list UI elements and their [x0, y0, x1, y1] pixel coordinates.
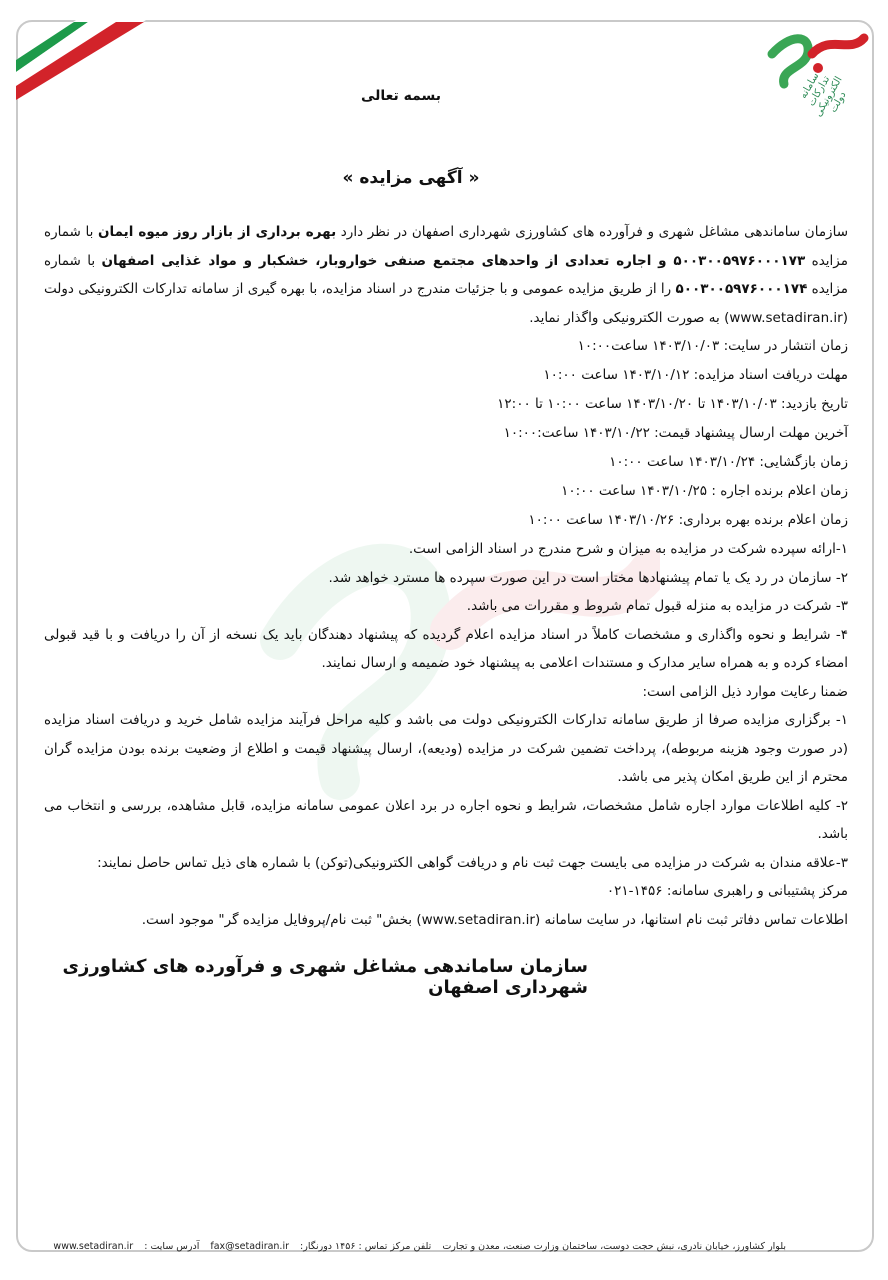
notes-heading: ضمنا رعایت موارد ذیل الزامی است:	[642, 683, 848, 700]
schedule-item: مهلت دریافت اسناد مزایده: ۱۴۰۳/۱۰/۱۲ ساعت ۱۰:۰۰	[543, 367, 848, 383]
condition-item: ۴- شرایط و نحوه واگذاری و مشخصات کاملاً در اسناد مزایده اعلام گردیده که پیشنهاد دهندگان باید یک نسخه از آن را دریافت و با قید قبولی امضاء کرده و به همراه سایر مدارک و مستندات اعلامی به پیشنهاد خود ضمیمه و ارسال نمایند.	[44, 626, 848, 671]
schedule-item: زمان انتشار در سایت: ۱۴۰۳/۱۰/۰۳ ساعت۱۰:۰۰	[577, 338, 848, 354]
intro-text-2: با شماره مزایده	[44, 224, 848, 269]
intro-text-1: سازمان ساماندهی مشاغل شهری و فرآورده های کشاورزی شهرداری اصفهان در نظر دارد	[336, 224, 848, 240]
intro-bold-1: بهره برداری از بازار روز میوه ایمان	[98, 224, 337, 240]
schedule-item: زمان اعلام برنده اجاره : ۱۴۰۳/۱۰/۲۵ ساعت ۱۰:۰۰	[561, 483, 848, 499]
condition-item: ۳- شرکت در مزایده به منزله قبول تمام شروط و مقررات می باشد.	[466, 598, 848, 614]
schedule-item: زمان اعلام برنده بهره برداری: ۱۴۰۳/۱۰/۲۶ ساعت ۱۰:۰۰	[528, 512, 848, 528]
intro-bold-3: ۵۰۰۳۰۰۵۹۷۶۰۰۰۱۷۴	[675, 281, 808, 297]
schedule-item: آخرین مهلت ارسال پیشنهاد قیمت: ۱۴۰۳/۱۰/۲۲ ساعت:۱۰:۰۰	[503, 425, 848, 441]
intro-text-4: را از طریق مزایده عمومی و با جزئیات مندرج در اسناد مزایده، با بهره گیری از سامانه تدارکات الکترونیکی دولت (www.setadiran.ir) به صورت الکترونیکی واگذار نماید.	[44, 281, 848, 326]
footer-phone: تلفن مرکز تماس : ۱۴۵۶ دورنگار:	[300, 1241, 432, 1252]
footer-fax: fax@setadiran.ir	[210, 1241, 290, 1252]
condition-item: ۱-ارائه سپرده شرکت در مزایده به میزان و شرح مندرج در اسناد الزامی است.	[408, 541, 848, 557]
notes-list	[44, 706, 848, 934]
announcement-document	[44, 88, 848, 998]
schedule-list	[44, 332, 848, 535]
note-item: ۱- برگزاری مزایده صرفا از طریق سامانه تدارکات الکترونیکی دولت می باشد و کلیه مراحل فرآیند مزایده شامل خرید و دریافت اسناد مزایده (در صورت وجود هزینه مربوطه)، پرداخت تضمین شرکت در مزایده (ودیعه)، ارسال پیشنهاد قیمت و اطلاع از وضعیت برنده بودن مزایده گران محترم از این طریق امکان پذیر می باشد.	[44, 712, 848, 785]
intro-paragraph	[44, 218, 848, 332]
conditions-list	[44, 535, 848, 678]
note-item: ۳-علاقه مندان به شرکت در مزایده می بایست جهت ثبت نام و دریافت گواهی الکترونیکی(توکن) با شماره های ذیل تماس حاصل نمایند:	[97, 854, 848, 871]
note-item: اطلاعات تماس دفاتر ثبت نام استانها، در سایت سامانه (www.setadiran.ir) بخش" ثبت نام/پروفایل مزایده گر" موجود است.	[141, 911, 848, 928]
issuer-signature: سازمان ساماندهی مشاغل شهری و فرآورده های کشاورزی شهرداری اصفهان	[62, 956, 588, 998]
footer-site-label: آدرس سایت :	[144, 1241, 200, 1252]
note-item: ۲- کلیه اطلاعات موارد اجاره شامل مشخصات، شرایط و نحوه اجاره در برد اعلان عمومی سامانه مزایده، قابل مشاهده، بررسی و انتخاب می باشد.	[44, 797, 848, 842]
condition-item: ۲- سازمان در رد یک یا تمام پیشنهادها مختار است در این صورت سپرده ها مسترد خواهد شد.	[328, 569, 848, 586]
schedule-item: تاریخ بازدید: ۱۴۰۳/۱۰/۰۳ تا ۱۴۰۳/۱۰/۲۰ ساعت ۱۰:۰۰ تا ۱۲:۰۰	[497, 396, 848, 412]
page-footer	[53, 1241, 790, 1252]
page-title: « آگهی مزایده »	[342, 168, 480, 188]
footer-address: بلوار کشاورز، خیابان نادری، نبش حجت دوست، ساختمان وزارت صنعت، معدن و تجارت	[442, 1241, 786, 1252]
schedule-item: زمان بازگشایی: ۱۴۰۳/۱۰/۲۴ ساعت ۱۰:۰۰	[609, 454, 848, 470]
bismillah-heading: بسمه تعالی	[360, 88, 442, 104]
intro-bold-2: ۵۰۰۳۰۰۵۹۷۶۰۰۰۱۷۳ و اجاره تعدادی از واحدهای مجتمع صنفی خواروبار، خشکبار و مواد غذایی اصفهان	[101, 252, 806, 269]
logo-caption: سامانه تدارکات الکترونیکی دولت	[797, 70, 849, 119]
intro-text-3: با شماره مزایده	[44, 252, 848, 297]
note-item: مرکز پشتیبانی و راهبری سامانه: ۱۴۵۶-۰۲۱	[606, 883, 848, 899]
footer-site-link[interactable]: www.setadiran.ir	[53, 1241, 134, 1252]
